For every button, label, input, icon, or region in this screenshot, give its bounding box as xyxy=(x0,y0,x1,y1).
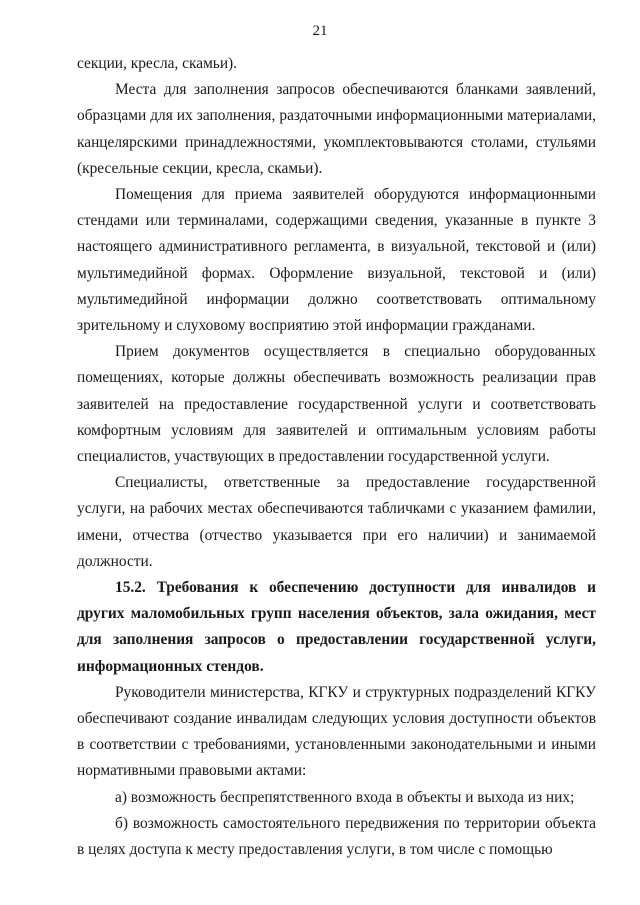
paragraph-document-reception: Прием документов осуществляется в специально оборудованных помещениях, которые должны обеспечивать возможность реализации прав заявителей на предоставление государственной услуги и соответствовать комфортным условиям для заявителей и оптимальным условиям работы специалистов, участвующих в предоставлении государственной услуги. xyxy=(77,343,596,466)
paragraph-reception-rooms: Помещения для приема заявителей оборудуются информационными стендами или терминалами, содержащими сведения, указанные в пункте 3 настоящего административного регламента, в визуальной, текстовой и (или) мультимедийной формах. Оформление визуальной, текстовой и (или) мультимедийной информации должно соответствовать оптимальному зрительному и слуховому восприятию этой информации гражданами. xyxy=(77,186,596,335)
list-item-a: а) возможность беспрепятственного входа в объекты и выхода из них; xyxy=(115,788,575,806)
section-heading-15-2: 15.2. Требования к обеспечению доступности для инвалидов и других маломобильных групп населения объектов, зала ожидания, мест для заполнения запросов о предоставлении государственной услуги, информационных стендов. xyxy=(77,579,596,675)
document-body xyxy=(77,51,596,863)
paragraph-specialists: Специалисты, ответственные за предоставление государственной услуги, на рабочих местах обеспечиваются табличками с указанием фамилии, имени, отчества (отчество указывается при его наличии) и занимаемой должности. xyxy=(77,474,596,570)
page-number: 21 xyxy=(312,23,328,39)
paragraph-seating-continuation: секции, кресла, скамьи). xyxy=(77,55,238,72)
paragraph-request-filling-places: Места для заполнения запросов обеспечиваются бланками заявлений, образцами для их заполнения, раздаточными информационными материалами, канцелярскими принадлежностями, укомплектовываются столами, стульями (кресельные секции, кресла, скамьи). xyxy=(77,81,596,177)
paragraph-accessibility-conditions: Руководители министерства, КГКУ и структурных подразделений КГКУ обеспечивают создание инвалидам следующих условия доступности объектов в соответствии с требованиями, установленными законодательными и иными нормативными правовыми актами: xyxy=(77,683,596,780)
list-item-b: б) возможность самостоятельного передвижения по территории объекта в целях доступа к месту предоставления услуги, в том числе с помощью xyxy=(77,814,596,859)
